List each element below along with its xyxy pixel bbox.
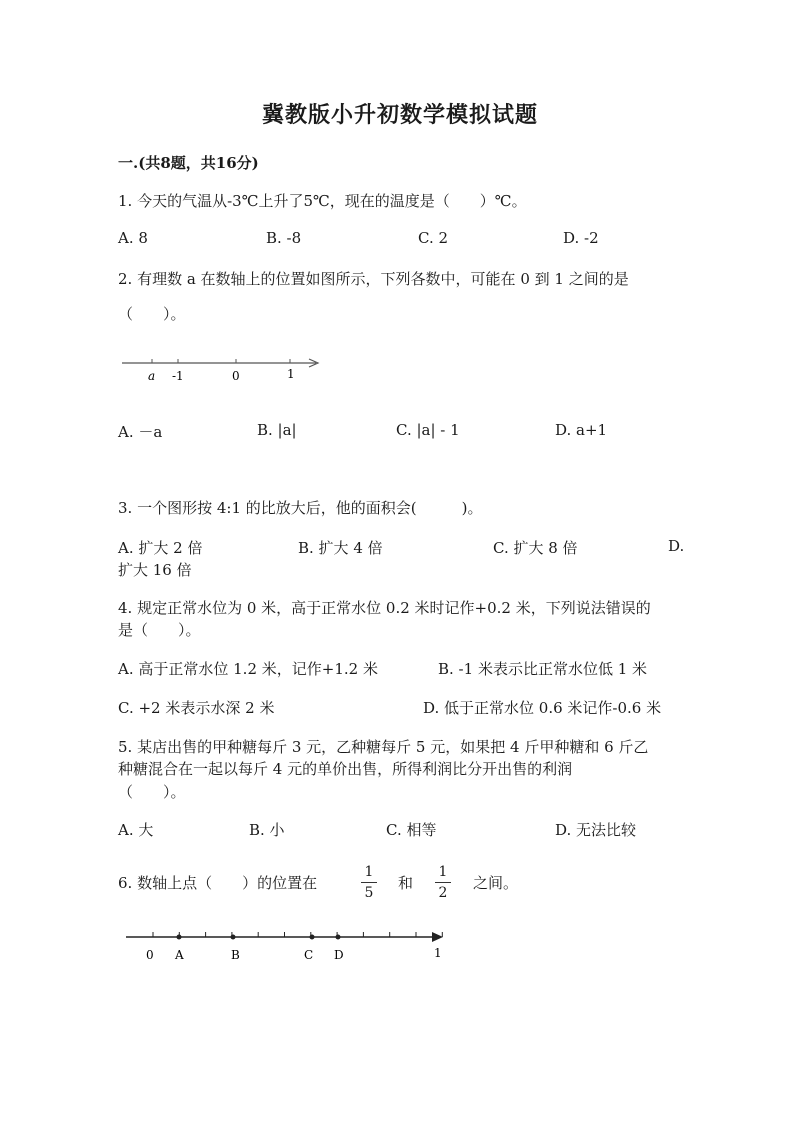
q5-option-a: A. 大 [118,821,154,839]
q5-option-b: B. 小 [249,821,285,839]
q1-option-d: D. -2 [563,229,599,247]
point-a-dot [177,935,182,940]
q2-option-a: A. －a [118,423,163,441]
fraction-2-denominator: 2 [438,885,448,901]
question-2-line-1: 2. 有理数 a 在数轴上的位置如图所示，下列各数中，可能在 0 到 1 之间的是 [118,270,629,288]
question-4-line-2: 是（ ）。 [118,621,201,639]
question-5-line-1: 5. 某店出售的甲种糖每斤 3 元，乙种糖每斤 5 元，如果把 4 斤甲种糖和 6 斤乙 [118,738,649,756]
question-4-line-1: 4. 规定正常水位为 0 米，高于正常水位 0.2 米时记作+0.2 米，下列说法错误的 [118,599,651,617]
q3-option-b: B. 扩大 4 倍 [298,539,383,557]
q3-option-c: C. 扩大 8 倍 [493,539,578,557]
axis-label-c: C [304,948,314,962]
page-title: 冀教版小升初数学模拟试题 [261,102,538,128]
q3-option-d-text: 扩大 16 倍 [118,561,192,579]
fraction-1-numerator: 1 [364,864,374,880]
q3-option-a: A. 扩大 2 倍 [118,539,203,557]
question-3-text: 3. 一个图形按 4:1 的比放大后，他的面积会( )。 [118,499,483,517]
q5-option-c: C. 相等 [386,821,437,839]
fraction-1-denominator: 5 [364,885,374,901]
fraction-one-fifth [359,863,379,902]
question-2-line-2: （ ）。 [118,305,186,323]
number-line-q2 [110,350,330,390]
axis-label-minus-1: -1 [172,369,184,383]
q2-option-b: B. |a| [257,421,297,439]
point-c-dot [310,935,315,940]
question-5-line-2: 种糖混合在一起以每斤 4 元的单价出售，所得利润比分开出售的利润 [118,760,573,778]
question-6-suffix: 之间。 [473,874,519,892]
q2-option-c: C. |a| - 1 [396,421,460,439]
q4-option-d: D. 低于正常水位 0.6 米记作-0.6 米 [423,699,662,717]
question-1-text: 1. 今天的气温从-3℃上升了5℃，现在的温度是（ ）℃。 [118,192,527,210]
point-b-dot [231,935,236,940]
axis-label-d: D [334,948,344,962]
q2-option-d: D. a+1 [555,421,608,439]
axis-label-1: 1 [287,367,295,381]
number-line-q6 [118,924,458,968]
q4-option-b: B. -1 米表示比正常水位低 1 米 [438,660,648,678]
number-line-arrow-icon [432,932,443,942]
axis-label-1: 1 [434,946,442,960]
q1-option-a: A. 8 [118,229,148,247]
fraction-1-bar [361,882,377,883]
q3-option-d-letter: D. [668,537,685,555]
q4-option-a: A. 高于正常水位 1.2 米，记作+1.2 米 [118,660,378,678]
axis-label-0: 0 [232,369,240,383]
axis-label-a: a [148,369,156,383]
q4-option-c: C. +2 米表示水深 2 米 [118,699,275,717]
axis-label-b: B [231,948,240,962]
q1-option-b: B. -8 [266,229,302,247]
section-heading: 一.(共8题，共16分) [118,154,259,172]
axis-label-0: 0 [146,948,154,962]
q5-option-d: D. 无法比较 [555,821,637,839]
fraction-2-bar [435,882,451,883]
fraction-2-numerator: 1 [438,864,448,880]
point-d-dot [336,935,341,940]
fraction-one-half [433,863,453,902]
q1-option-c: C. 2 [418,229,449,247]
question-6-middle: 和 [398,874,414,892]
question-5-line-3: （ ）。 [118,783,186,801]
question-6-prefix: 6. 数轴上点（ ）的位置在 [118,874,318,892]
axis-label-a: A [175,948,184,962]
